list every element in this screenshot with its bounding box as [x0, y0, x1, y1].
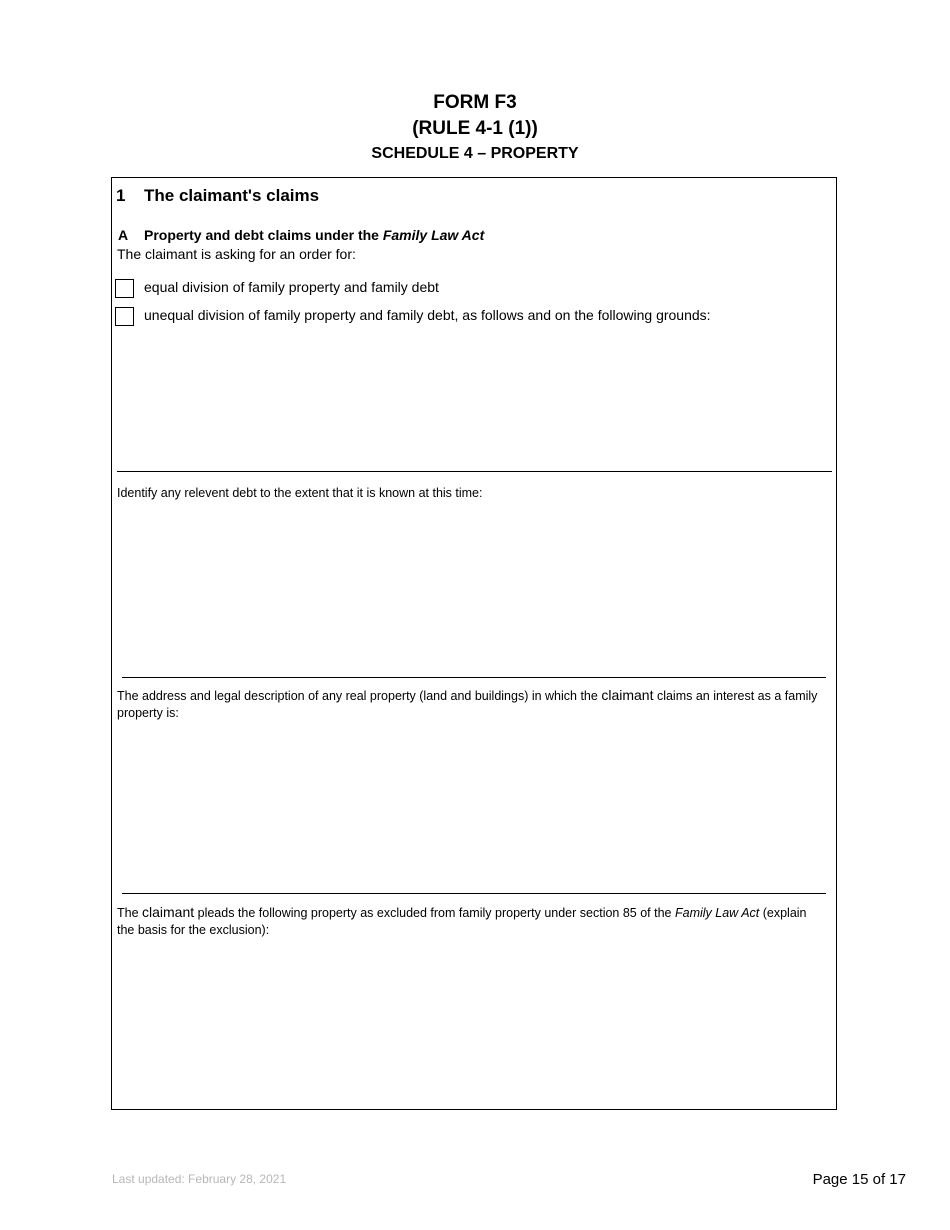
- divider-line: [122, 677, 826, 678]
- last-updated: Last updated: February 28, 2021: [112, 1172, 287, 1186]
- excluded-property-prompt: [117, 904, 822, 939]
- subsection-intro: The claimant is asking for an order for:: [117, 246, 356, 262]
- excluded-emph: claimant: [142, 904, 195, 920]
- debt-prompt: Identify any relevent debt to the extent that it is known at this time:: [117, 486, 483, 500]
- real-property-text-2: claims an interest as a family property is:: [117, 689, 818, 720]
- debt-field[interactable]: [117, 505, 829, 671]
- section-number: 1: [116, 186, 126, 205]
- subsection-title: [144, 227, 484, 243]
- divider-line: [117, 471, 832, 472]
- excluded-text-2: pleads the following property as excluded from family property under section 85 of the: [194, 906, 675, 920]
- unequal-grounds-field[interactable]: [117, 330, 829, 466]
- real-property-text-1: The address and legal description of any real property (land and buildings) in which the: [117, 689, 602, 703]
- equal-division-label: equal division of family property and family debt: [144, 279, 439, 295]
- excluded-text-3: (explain the basis for the exclusion):: [117, 906, 807, 937]
- equal-division-checkbox[interactable]: [115, 279, 134, 298]
- subsection-title-prefix: Property and debt claims under the: [144, 227, 383, 243]
- form-number: FORM F3: [433, 92, 517, 113]
- schedule-title: SCHEDULE 4 – PROPERTY: [371, 145, 579, 162]
- real-property-field[interactable]: [117, 724, 829, 889]
- real-property-prompt: [117, 687, 822, 722]
- unequal-division-label: unequal division of family property and family debt, as follows and on the following grounds:: [144, 307, 711, 323]
- excluded-text-1: The: [117, 906, 143, 920]
- page-number: Page 15 of 17: [812, 1171, 906, 1188]
- subsection-letter: A: [118, 227, 129, 243]
- rule-reference: (RULE 4-1 (1)): [412, 118, 538, 139]
- real-property-emph: claimant: [601, 687, 654, 703]
- unequal-division-checkbox[interactable]: [115, 307, 134, 326]
- subsection-title-act: Family Law Act: [382, 227, 485, 243]
- divider-line: [122, 893, 826, 894]
- section-title: The claimant's claims: [144, 186, 320, 205]
- excluded-property-field[interactable]: [117, 940, 829, 1106]
- excluded-act: Family Law Act: [674, 906, 760, 920]
